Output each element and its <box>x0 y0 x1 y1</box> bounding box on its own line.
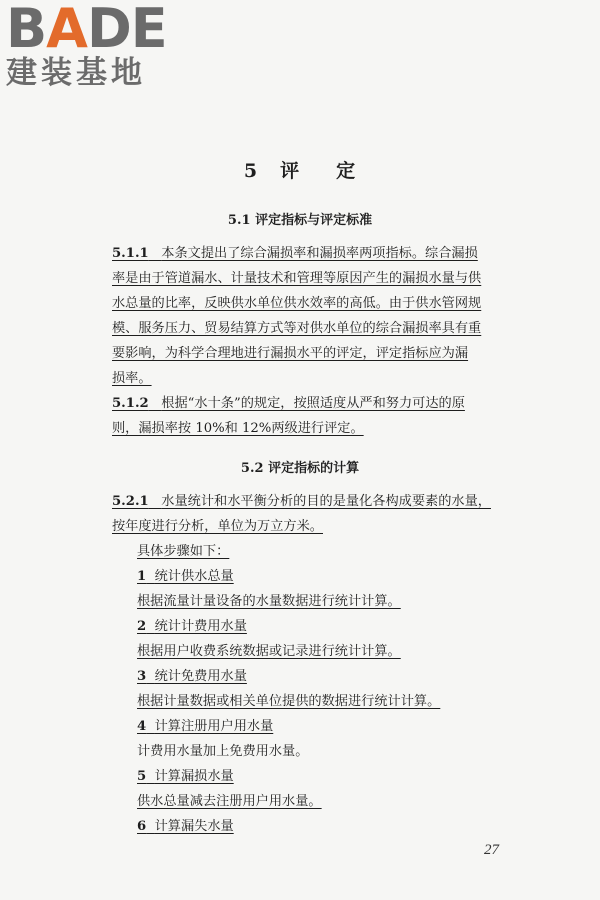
step-title: 3 统计免费用水量 <box>137 669 247 684</box>
page-number: 27 <box>484 842 499 858</box>
chapter-title: 5 评 定 <box>243 160 357 182</box>
clause-5-1-1-line: 率是由于管道漏水、计量技术和管理等原因产生的漏损水量与供 <box>112 271 482 286</box>
logo-wordmark: BADE <box>6 0 167 60</box>
step-description: 根据流量计量设备的水量数据进行统计计算。 <box>137 594 401 609</box>
clause-number: 5.2.1 <box>112 494 149 509</box>
clause-5-2-1-line: 按年度进行分析，单位为万立方米。 <box>112 519 323 534</box>
step-title: 4 计算注册用户用水量 <box>137 719 274 734</box>
step-title: 5 计算漏损水量 <box>137 769 234 784</box>
step-title: 2 统计计费用水量 <box>137 619 247 634</box>
clause-5-1-2-line: 则，漏损率按 10%和 12%两级进行评定。 <box>112 421 364 436</box>
clause-5-1-1-line: 要影响，为科学合理地进行漏损水平的评定，评定指标应为漏 <box>112 346 469 361</box>
step-title: 6 计算漏失水量 <box>137 819 234 834</box>
section-heading-5-2: 5.2 评定指标的计算 <box>240 461 360 476</box>
steps-intro: 具体步骤如下： <box>137 544 230 559</box>
clause-number: 5.1.1 <box>112 246 149 261</box>
clause-5-1-1-line: 损率。 <box>112 371 152 386</box>
clause-5-1-1-line: 5.1.1 本条文提出了综合漏损率和漏损率两项指标。综合漏损 <box>112 246 478 261</box>
step-description: 计费用水量加上免费用水量。 <box>137 744 309 759</box>
clause-5-2-1-line: 5.2.1 水量统计和水平衡分析的目的是量化各构成要素的水量， <box>112 494 491 509</box>
clause-number: 5.1.2 <box>112 396 149 411</box>
step-description: 根据用户收费系统数据或记录进行统计计算。 <box>137 644 401 659</box>
step-description: 根据计量数据或相关单位提供的数据进行统计计算。 <box>137 694 441 709</box>
section-heading-5-1: 5.1 评定指标与评定标准 <box>227 213 373 228</box>
clause-5-1-1-line: 模、服务压力、贸易结算方式等对供水单位的综合漏损率具有重 <box>112 321 482 336</box>
clause-5-1-1-line: 水总量的比率，反映供水单位供水效率的高低。由于供水管网规 <box>112 296 482 311</box>
step-description: 供水总量减去注册用户用水量。 <box>137 794 322 809</box>
step-title: 1 统计供水总量 <box>137 569 234 584</box>
chapter-number: 5 <box>243 160 259 182</box>
bade-logo <box>6 2 167 90</box>
clause-5-1-2-line: 5.1.2 根据“水十条”的规定，按照适度从严和努力可达的原 <box>112 396 465 411</box>
logo-subtitle: 建装基地 <box>6 55 146 91</box>
